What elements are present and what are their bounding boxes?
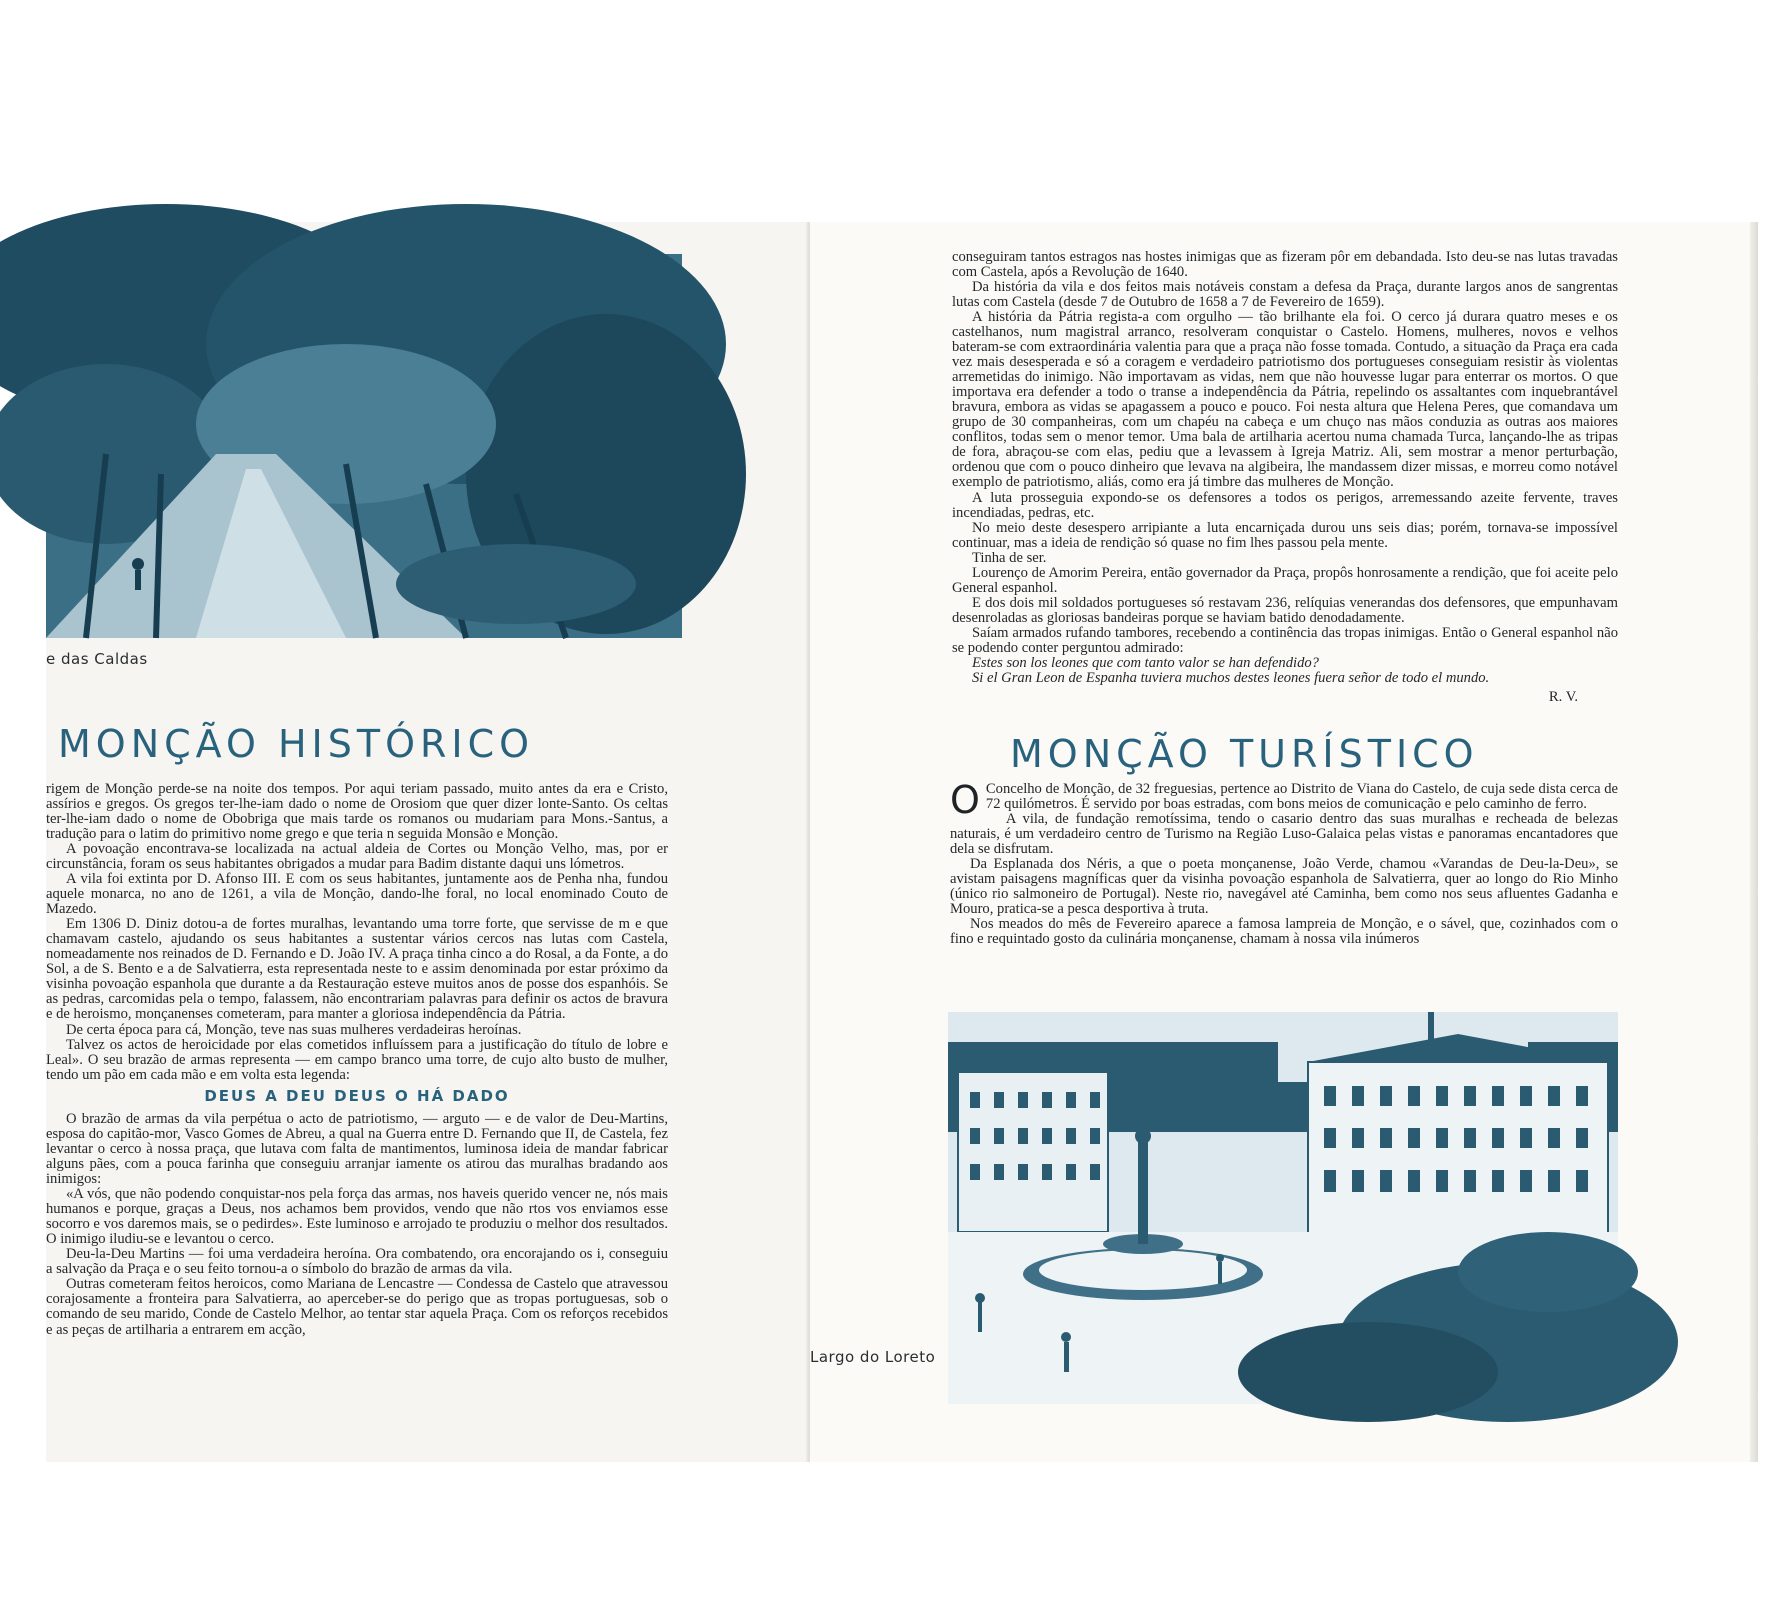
historico-paragraph: Deu-la-Deu Martins — foi uma verdadeira heroína. Ora combatendo, ora encorajando os i, conseguiu a salvação da Praça e o seu feito tornou-a o símbolo do brazão de armas da vila. [46,1246,668,1278]
history-paragraph: A luta prosseguia expondo-se os defensores a todos os perigos, arremessando azeite fervente, traves incendiadas, pedras, etc. [952,489,1618,521]
history-paragraph: Da história da vila e dos feitos mais notáveis constam a defesa da Praça, durante largos anos de sangrentas lutas com Castela (desde 7 de Outubro de 1658 a 7 de Fevereiro de 1659). [952,279,1618,311]
history-paragraph: Tinha de ser. [972,549,1047,566]
turistico-paragraph: Da Esplanada dos Néris, a que o poeta monçanense, João Verde, chamou «Varandas de Deu-la-Deu», se avistam paisagens magníficas quer da visinha povoação espanhola de Salvatierra, quer ao longo do Rio Minho (único rio salmoneiro de Portugal). Neste rio, navegável até Caminha, bem como nos seus afluentes Gadanha e Mouro, pratica-se a pesca desportiva à truta. [950,856,1618,918]
largo-do-loreto-caption: Largo do Loreto [810,1348,936,1366]
spanish-quote: Si el Gran Leon de Espanha tuviera muchos destes leones fuera señor de todo el mundo. [972,669,1490,686]
historico-paragraph: Em 1306 D. Diniz dotou-a de fortes muralhas, levantando uma torre forte, que servisse de m e que chamavam castelo, ajudando os seus habitantes a sustentar vários cercos nas lutas com Castela, nomeadamente nos reinados de D. Fernando e D. João IV. A praça tinha cinco a do Rosal, a da Fonte, a do Sol, a de S. Bento e a de Salvatierra, esta representada neste to e assim denominada por estar próximo da visinha povoação espanhola que durante a da Restauração esteve muitos anos de posse dos espanhóis. Se as pedras, carcomidas pela o tempo, falassem, não encontrariam palavras para definir os actos de bravura e de heroismo, monçanenses cometeram, para manter a gloriosa independência da Pátria. [46,916,668,1023]
turistico-article [950,778,1618,1004]
turistico-paragraph: Nos meados do mês de Fevereiro aparece a famosa lampreia de Monção, e o sável, que, cozinhados com o fino e requintado gosto da culinária monçanense, chamam à nossa vila inúmeros [950,916,1618,948]
alameda-caption: e das Caldas [46,650,148,668]
history-paragraph: Saíam armados rufando tambores, recebendo a continência das tropas inimigas. Então o General espanhol não se podendo conter perguntou admirado: [952,624,1618,656]
turistico-heading: MONÇÃO TURÍSTICO [1010,732,1479,776]
history-paragraph: No meio deste desespero arripiante a luta encarniçada durou uns seis dias; porém, tornava-se impossível continuar, mas a ideia de rendição só quase no fim lhes passou pela mente. [952,519,1618,551]
spanish-quote: Estes son los leones que com tanto valor se han defendido? [972,654,1319,671]
history-continuation [952,249,1618,705]
largo-do-loreto-photo [948,1012,1618,1404]
alameda-photo-illustration [46,254,682,638]
largo-do-loreto-illustration [948,1012,1618,1404]
drop-cap: O [950,778,980,822]
historico-article [46,782,668,1450]
author-signature: R. V. [1548,688,1578,705]
historico-heading: MONÇÃO HISTÓRICO [58,722,535,766]
brazao-motto: DEUS A DEU DEUS O HÁ DADO [204,1086,510,1105]
historico-paragraph: A povoação encontrava-se localizada na actual aldeia de Cortes ou Monção Velho, mas, por er circunstância, foram os seus habitantes obrigados a mudar para Badim distante daqui uns lómetros. [46,841,668,873]
left-page [46,222,810,1462]
historico-paragraph: «A vós, que não podendo conquistar-nos pela força das armas, nos haveis querido vencer ne, nós mais humanos e porque, graças a Deus, nos achamos bem providos, vendo que não rtos vos enviamos esse socorro e vos daremos mais, se o pedirdes». Este luminoso e arrojado te produziu o melhor dos resultados. O inimigo iludiu-se e levantou o cerco. [46,1186,668,1248]
historico-paragraph: A vila foi extinta por D. Afonso III. E com os seus habitantes, juntamente aos de Penha nha, fundou aquele monarca, no ano de 1261, a vila de Monção, dando-lhe foral, no local enominado Couto de Mazedo. [46,871,668,918]
historico-paragraph: rigem de Monção perde-se na noite dos tempos. Por aqui teriam passado, muito antes da era e Cristo, assírios e gregos. Os gregos ter-lhe-iam dado o nome de Orosiom que quer dizer lonte-Santo. Os celtas ter-lhe-iam dado o nome de Obobriga que mais tarde os romanos ou mudariam para Mons.-Santus, a tradução para o latim do primitivo nome grego e que teria n seguida Monsão e Monção. [46,781,668,843]
historico-paragraph: Outras cometeram feitos heroicos, como Mariana de Lencastre — Condessa de Castelo que atravessou corajosamente a fronteira para Salvatierra, ao aperceber-se do perigo que as tropas portuguesas, sob o comando de seu marido, Conde de Castelo Melhor, ao tentar star aquela Praça. Com os reforços recebidos e as peças de artilharia a entrarem em acção, [46,1276,668,1338]
history-paragraph: E dos dois mil soldados portugueses só restavam 236, relíquias venerandas dos defensores, que empunhavam desenroladas as gloriosas bandeiras porque se haviam batido denodadamente. [952,594,1618,626]
alameda-photo [46,254,682,638]
history-paragraph: Lourenço de Amorim Pereira, então governador da Praça, propôs honrosamente a rendição, que foi aceite pelo General espanhol. [952,564,1618,596]
historico-paragraph: De certa época para cá, Monção, teve nas suas mulheres verdadeiras heroínas. [66,1021,522,1038]
right-page [810,222,1758,1462]
turistico-lead-text: Concelho de Monção, de 32 freguesias, pertence ao Distrito de Viana do Castelo, de cuja sede dista cerca de 72 quilómetros. É servido por boas estradas, com bons meios de comunicação e pelo caminho de ferro. [985,781,1618,813]
history-paragraph: conseguiram tantos estragos nas hostes inimigas que as fizeram pôr em debandada. Isto deu-se nas lutas travadas com Castela, após a Revolução de 1640. [952,249,1618,281]
historico-paragraph: Talvez os actos de heroicidade por elas cometidos influíssem para a justificação do título de lobre e Leal». O seu brazão de armas representa — em campo branco uma torre, de cujo alto busto de mulher, tendo um pão em cada mão e em volta esta legenda: [46,1036,668,1083]
page-edge [1750,222,1758,1462]
history-paragraph: A história da Pátria regista-a com orgulho — tão brilhante ela foi. O cerco já durara quatro meses e os castelhanos, num magistral arranco, resolveram conquistar o Castelo. Homens, mulheres, novos e velhos bateram-se com extraordinária valentia para que a praça não fosse tomada. Contudo, a situação da Praça era cada vez mais desesperada e só a coragem e verdadeiro patriotismo dos portugueses conseguiam resistir às violentas arremetidas do inimigo. Não importavam as vidas, nem que não houvesse lugar para enterrar os mortos. O que importava era defender a todo o transe a independência da Pátria, repelindo os assaltantes com inquebrantável bravura, embora as vidas se apagassem a pouco e pouco. Foi nesta altura que Helena Peres, que comandava um grupo de 30 companheiras, com um chapéu na cabeça e um chuço nas mãos conduzia as outras aos maiores conflitos, todas sem o menor temor. Uma bala de artilharia acertou numa chamada Turca, lançando-lhe as tripas de fora, abraçou-se com elas, pediu que a levassem à Igreja Matriz. Ali, sem mostrar a menor perturbação, ordenou que com o pouco dinheiro que levava na algibeira, lhe mandassem dizer missas, e morreu como notável exemplo de patriotismo, aliás, como era já timbre das mulheres de Monção. [952,309,1618,491]
turistico-paragraph [950,778,1618,822]
turistico-paragraph: A vila, de fundação remotíssima, tendo o casario dentro das suas muralhas e recheada de belezas naturais, é um verdadeiro centro de Turismo na Região Luso-Galaica pelas vistas e panoramas encantadores que dela se disfrutam. [950,811,1618,858]
historico-paragraph: O brazão de armas da vila perpétua o acto de patriotismo, — arguto — e de valor de Deu-Martins, esposa do capitão-mor, Vasco Gomes de Abreu, a qual na Guerra entre D. Fernando que II, de Castela, fez levantar o cerco à nossa praça, que lutava com falta de mantimentos, luminosa ideia de mandar fabricar alguns pães, com a pouca farinha que conseguiu arranjar iamente os atirou das muralhas bradando aos inimigos: [46,1111,668,1188]
